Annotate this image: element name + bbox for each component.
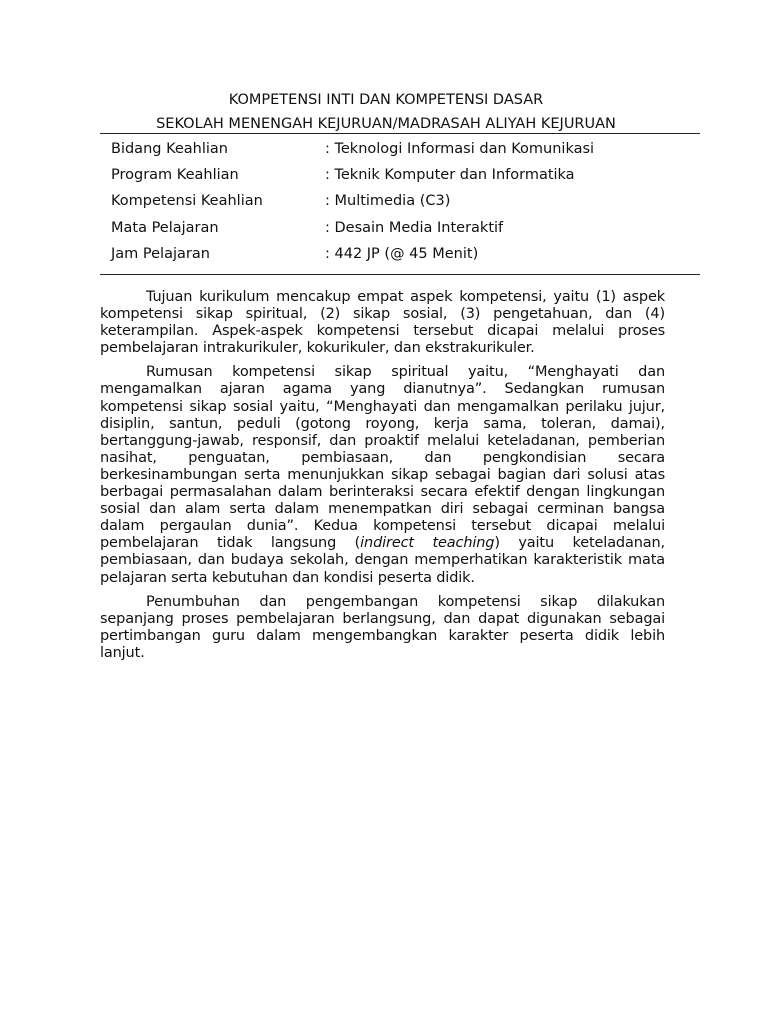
info-row-mata-pelajaran — [111, 219, 691, 245]
info-value: : Teknologi Informasi dan Komunikasi — [325, 141, 595, 157]
info-value: : Desain Media Interaktif — [325, 219, 504, 236]
paragraph-text: Rumusan kompetensi sikap spiritual yaitu, “Menghayati dan mengamalkan ajaran agama yang dianutnya”. Sedangkan rumusan kompetensi sikap sosial yaitu, “Menghayati dan mengamalkan perilaku jujur, disiplin, santun, peduli (gotong royong, kerja sama, toleran, damai), bertanggung-jawab, responsif, dan proaktif melalui keteladanan, pemberian nasihat, penguatan, pembiasaan, dan pengkondisian secara berkesinambungan serta menunjukkan sikap sebagai bagian dari solusi atas berbagai permasalahan dalam berinteraksi secara efektif dengan lingkungan sosial dan alam serta dalam menempatkan diri sebagai cerminan bangsa dalam pergaulan dunia”. Kedua kompetensi tersebut dicapai melalui pembelajaran tidak langsung ( — [100, 364, 665, 552]
info-row-jam-pelajaran — [111, 245, 691, 271]
document-title: KOMPETENSI INTI DAN KOMPETENSI DASAR — [228, 92, 544, 108]
info-row-program-keahlian — [111, 166, 691, 192]
paragraph-penumbuhan-kompetensi: Penumbuhan dan pengembangan kompetensi sikap dilakukan sepanjang proses pembelajaran berlangsung, dan dapat digunakan sebagai pertimbangan guru dalam mengembangkan karakter peserta didik lebih lanjut. — [100, 593, 665, 661]
info-value: : Multimedia (C3) — [325, 193, 451, 210]
info-label: Mata Pelajaran — [111, 219, 219, 236]
info-label: Kompetensi Keahlian — [111, 193, 263, 210]
info-label: Bidang Keahlian — [111, 141, 228, 157]
info-value: : 442 JP (@ 45 Menit) — [325, 245, 479, 262]
info-label: Program Keahlian — [111, 167, 239, 184]
paragraph-rumusan-kompetensi — [100, 364, 665, 586]
bottom-divider — [100, 274, 700, 275]
info-row-bidang-keahlian — [111, 140, 691, 166]
paragraph-text: ) yaitu keteladanan, pembiasaan, dan budaya sekolah, dengan memperhatikan karakteristik mata pelajaran serta kebutuhan dan kondisi peserta didik. — [100, 535, 665, 586]
info-value: : Teknik Komputer dan Informatika — [325, 167, 575, 184]
info-label: Jam Pelajaran — [111, 245, 210, 262]
top-divider — [100, 133, 700, 134]
info-row-kompetensi-keahlian — [111, 192, 691, 218]
body-text — [100, 289, 665, 669]
italic-term: indirect teaching — [360, 535, 495, 552]
document-subtitle: SEKOLAH MENENGAH KEJURUAN/MADRASAH ALIYAH KEJURUAN — [156, 116, 616, 132]
info-table — [111, 140, 691, 271]
paragraph-tujuan-kurikulum: Tujuan kurikulum mencakup empat aspek kompetensi, yaitu (1) aspek kompetensi sikap spiritual, (2) sikap sosial, (3) pengetahuan, dan (4) keterampilan. Aspek-aspek kompetensi tersebut dicapai melalui proses pembelajaran intrakurikuler, kokurikuler, dan ekstrakurikuler. — [100, 289, 665, 357]
